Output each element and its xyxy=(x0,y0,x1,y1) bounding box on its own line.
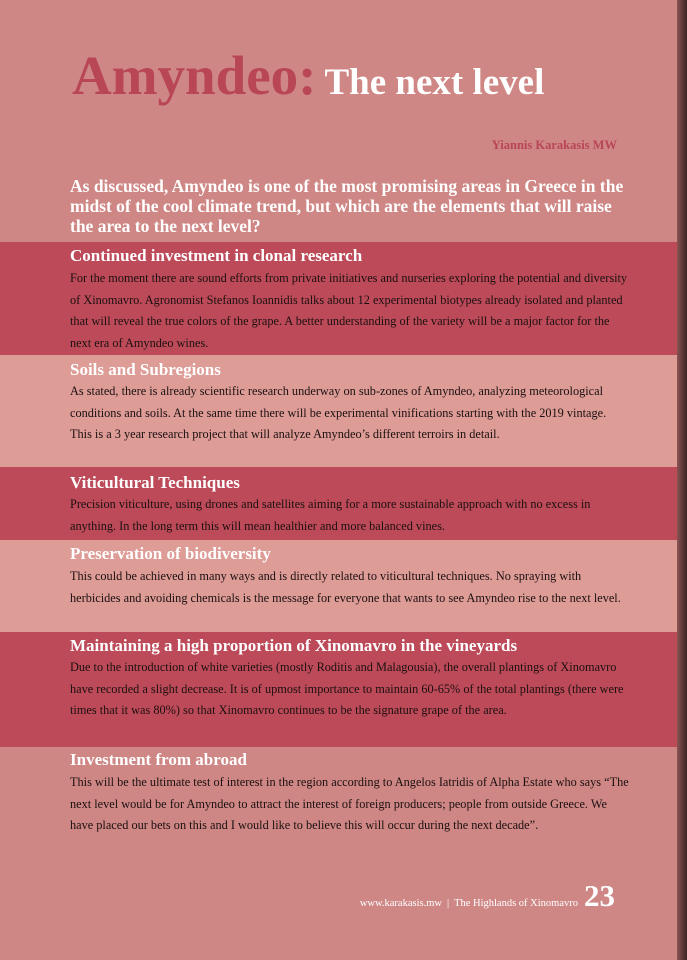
title-subtitle: The next level xyxy=(324,62,545,103)
section-title-clonal-research: Continued investment in clonal research xyxy=(70,246,363,265)
section-title-soils-subregions: Soils and Subregions xyxy=(70,360,221,379)
footer-publication: The Highlands of Xinomavro xyxy=(454,898,578,909)
page-number: 23 xyxy=(584,878,615,913)
page-title xyxy=(72,45,545,106)
intro-paragraph: As discussed, Amyndeo is one of the most promising areas in Greece in the midst of the cool climate trend, but which are the elements that will raise the area to the next level? xyxy=(70,176,624,236)
section-body-xinomavro-proportion: Due to the introduction of white varieties (mostly Roditis and Malagousia), the overall plantings of Xinomavro have recorded a slight decrease. It is of upmost importance to maintain 60-65% of the total plantings (there were times that it was 80%) so that Xinomavro continues to be the signature grape of the area. xyxy=(70,660,624,718)
footer-website: www.karakasis.mw xyxy=(359,898,442,909)
section-body-soils-subregions: As stated, there is already scientific research underway on sub-zones of Amyndeo, analyzing meteorological conditions and soils. At the same time there will be experimental vinifications starting with the 2019 vintage. This is a 3 year research project that will analyze Amyndeo’s different terroirs in detail. xyxy=(70,384,607,442)
section-body-clonal-research: For the moment there are sound efforts from private initiatives and nurseries exploring the potential and diversity of Xinomavro. Agronomist Stefanos Ioannidis talks about 12 experimental biotypes already isolated and planted that will reveal the true colors of the grape. A better understanding of the variety will be a major factor for the next era of Amyndeo wines. xyxy=(70,271,628,350)
section-title-xinomavro-proportion: Maintaining a high proportion of Xinomavro in the vineyards xyxy=(70,636,518,655)
page-spine-shadow xyxy=(677,0,687,960)
section-title-biodiversity: Preservation of biodiversity xyxy=(70,544,271,563)
section-title-viticultural-techniques: Viticultural Techniques xyxy=(70,473,240,492)
title-main: Amyndeo: xyxy=(72,45,317,106)
section-body-biodiversity: This could be achieved in many ways and is directly related to viticultural techniques. No spraying with herbicides and avoiding chemicals is the message for everyone that wants to see Amyndeo rise to the next level. xyxy=(70,569,621,605)
section-body-viticultural-techniques: Precision viticulture, using drones and satellites aiming for a more sustainable approach with no excess in anything. In the long term this will mean healthier and more balanced vines. xyxy=(70,497,591,533)
author-byline: Yiannis Karakasis MW xyxy=(491,138,617,152)
page-footer xyxy=(360,880,615,911)
footer-separator: | xyxy=(446,898,450,909)
section-body-investment-abroad: This will be the ultimate test of interest in the region according to Angelos Iatridis of Alpha Estate who says “The next level would be for Amyndeo to attract the interest of foreign producers; people from outside Greece. We have placed our bets on this and I would like to believe this will occur during the next decade”. xyxy=(70,775,629,833)
section-title-investment-abroad: Investment from abroad xyxy=(70,750,247,769)
